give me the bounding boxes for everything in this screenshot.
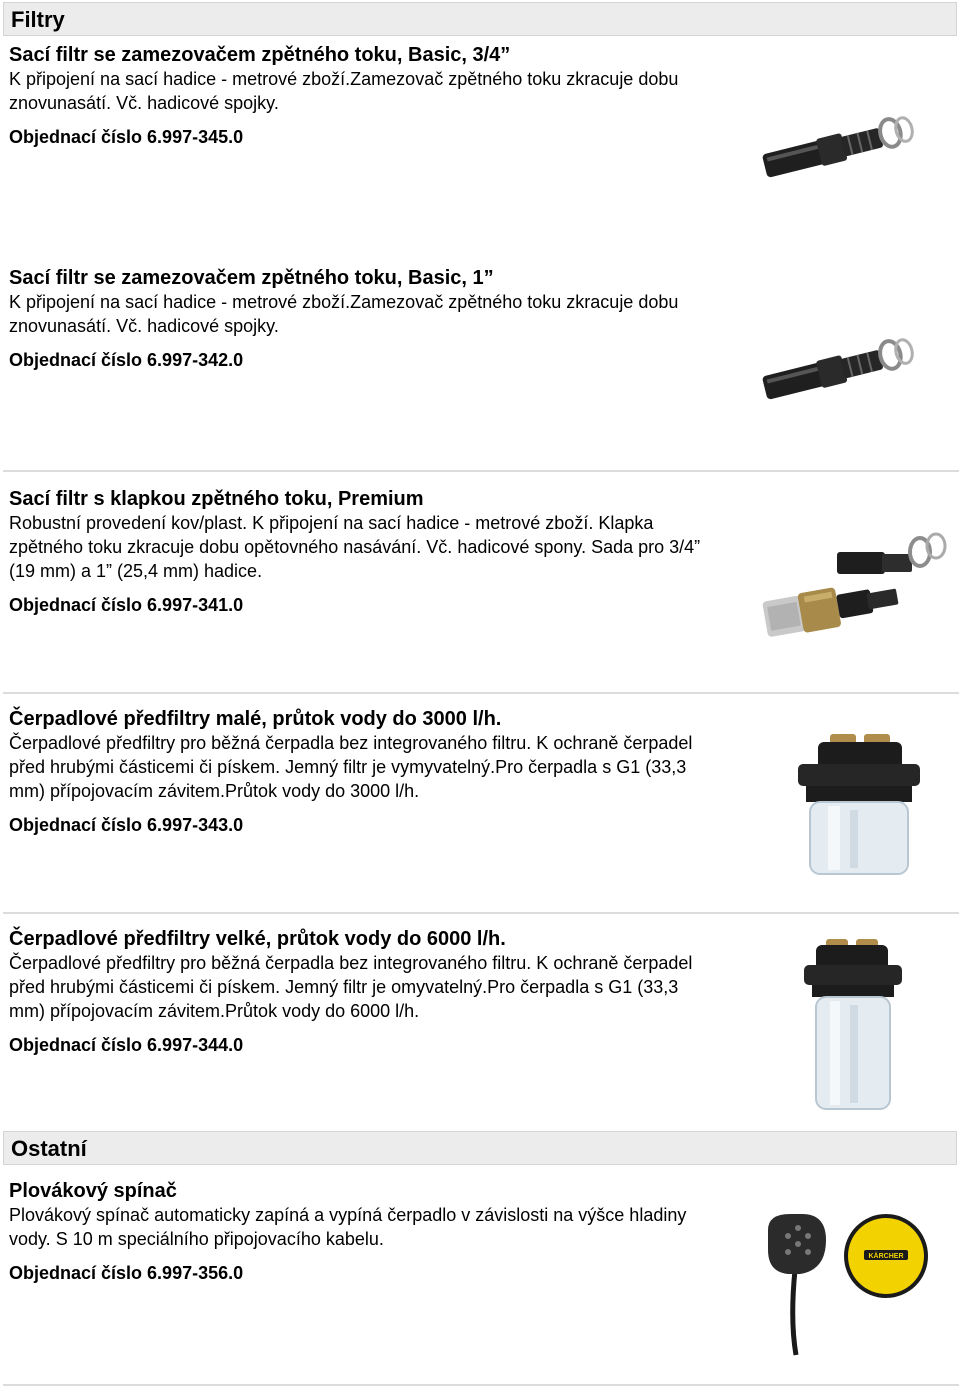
section-divider	[3, 912, 959, 914]
product-item	[9, 487, 729, 617]
product-title: Sací filtr se zamezovačem zpětného toku, Basic, 1”	[9, 267, 494, 289]
float-switch-image	[760, 1210, 940, 1360]
product-item	[9, 1179, 729, 1285]
product-title: Sací filtr s klapkou zpětného toku, Premium	[9, 488, 424, 510]
pump-prefilter-image	[798, 935, 908, 1115]
brand-logo: KÄRCHER	[868, 1253, 904, 1260]
product-item	[9, 43, 729, 149]
product-title: Sací filtr se zamezovačem zpětného toku, Basic, 3/4”	[9, 44, 511, 66]
section-divider	[3, 692, 959, 694]
product-description: K připojení na sací hadice - metrové zboží.Zamezovač zpětného toku zkracuje dobu znovunasátí. Vč. hadicové spojky.	[9, 292, 679, 336]
section-header-filters	[3, 2, 957, 36]
product-item	[9, 707, 729, 837]
product-description: K připojení na sací hadice - metrové zboží.Zamezovač zpětného toku zkracuje dobu znovunasátí. Vč. hadicové spojky.	[9, 69, 679, 113]
suction-filter-image	[758, 106, 918, 186]
order-number: Objednací číslo 6.997-345.0	[9, 127, 244, 147]
product-title: Plovákový spínač	[9, 1180, 177, 1202]
order-number: Objednací číslo 6.997-341.0	[9, 595, 244, 615]
product-item	[9, 927, 729, 1057]
order-number: Objednací číslo 6.997-342.0	[9, 350, 244, 370]
order-number: Objednací číslo 6.997-343.0	[9, 815, 244, 835]
product-description: Čerpadlové předfiltry pro běžná čerpadla bez integrovaného filtru. K ochraně čerpadel před hrubými částicemi či pískem. Jemný filtr je vymyvatelný.Pro čerpadla s G1 (33,3 mm) přípojovacím závitem.Průtok vody do 3000 l/h.	[9, 733, 693, 801]
order-number: Objednací číslo 6.997-344.0	[9, 1035, 244, 1055]
product-description: Plovákový spínač automaticky zapíná a vypíná čerpadlo v závislosti na výšce hladiny vody. S 10 m speciálního připojovacího kabelu.	[9, 1205, 687, 1249]
section-title: Ostatní	[11, 1136, 87, 1161]
section-divider	[3, 470, 959, 472]
product-description: Robustní provedení kov/plast. K připojení na sací hadice - metrové zboží. Klapka zpětného toku zkracuje dobu opětovného nasávání. Vč. hadicové spony. Sada pro 3/4” (19 mm) a 1” (25,4 mm) hadice.	[9, 513, 701, 581]
section-title: Filtry	[11, 7, 65, 32]
section-header-other	[3, 1131, 957, 1165]
suction-filter-image	[758, 328, 918, 408]
pump-prefilter-image	[790, 728, 920, 878]
order-number: Objednací číslo 6.997-356.0	[9, 1263, 244, 1283]
section-divider	[3, 1384, 959, 1386]
premium-suction-filter-image	[752, 522, 952, 637]
product-item	[9, 266, 729, 372]
product-title: Čerpadlové předfiltry velké, průtok vody do 6000 l/h.	[9, 928, 506, 950]
product-title: Čerpadlové předfiltry malé, průtok vody do 3000 l/h.	[9, 708, 502, 730]
product-description: Čerpadlové předfiltry pro běžná čerpadla bez integrovaného filtru. K ochraně čerpadel před hrubými částicemi či pískem. Jemný filtr je omyvatelný.Pro čerpadla s G1 (33,3 mm) přípojovacím závitem.Průtok vody do 6000 l/h.	[9, 953, 693, 1021]
